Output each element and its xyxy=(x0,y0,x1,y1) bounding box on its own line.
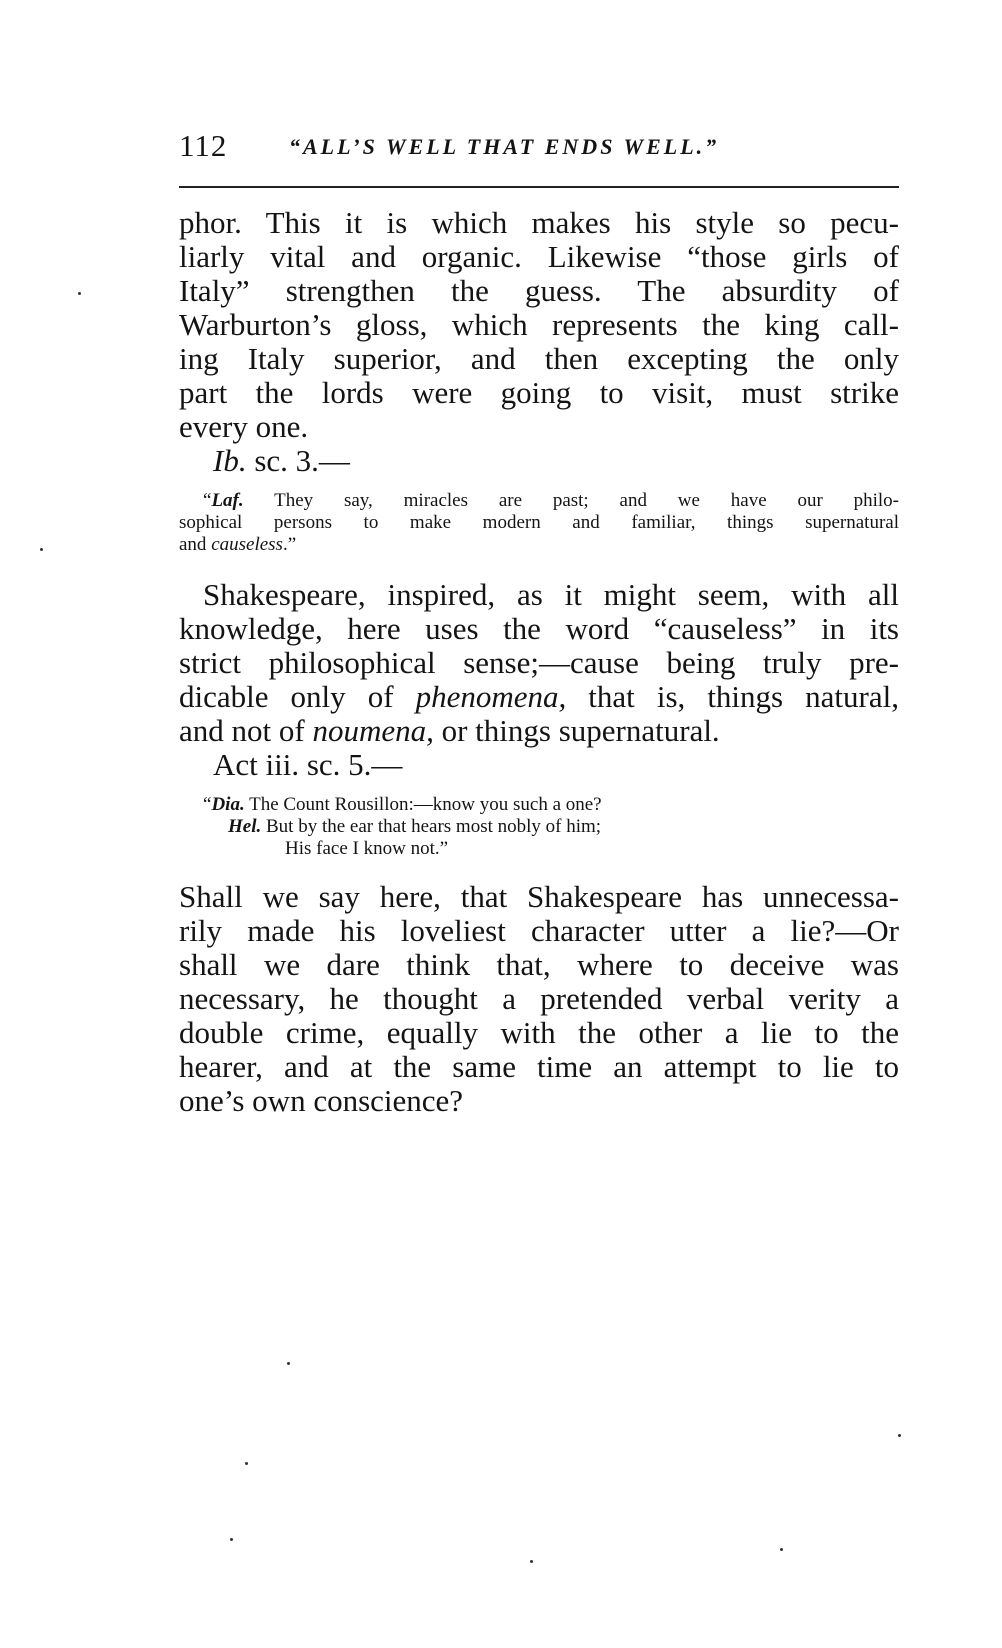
paragraph-text: that is, things natural, xyxy=(566,679,899,714)
quote-1-line xyxy=(203,490,899,512)
quote-text: .” xyxy=(282,534,297,555)
paragraph-1-line: liarly vital and organic. Likewise “those girls of xyxy=(179,239,899,274)
scan-speck xyxy=(245,1462,248,1465)
act-scene-reference: Act iii. sc. 5.— xyxy=(213,747,403,782)
quote-1-line: sophical persons to make modern and familiar, things supernatural xyxy=(179,512,899,533)
quote-text: The Count Rousillon:—know you such a one? xyxy=(244,794,602,815)
scan-speck xyxy=(78,292,81,295)
paragraph-1-line: ing Italy superior, and then excepting the only xyxy=(179,341,899,376)
quote-2-line xyxy=(228,816,899,838)
paragraph-3-line: double crime, equally with the other a lie to the xyxy=(179,1015,899,1050)
quote-emphasis: causeless xyxy=(211,534,283,555)
paragraph-2-line xyxy=(179,714,899,748)
paragraph-2-line: Shakespeare, inspired, as it might seem, with all xyxy=(203,577,899,612)
paragraph-1-line: phor. This it is which makes his style so pecu- xyxy=(179,205,899,240)
speaker-dia: Dia. xyxy=(211,794,245,815)
open-quote: “ xyxy=(203,794,212,815)
paragraph-2-line: strict philosophical sense;—cause being truly pre- xyxy=(179,645,899,680)
header-rule xyxy=(179,186,899,188)
paragraph-text: dicable only of xyxy=(179,679,416,714)
paragraph-3-line: hearer, and at the same time an attempt to lie to xyxy=(179,1049,899,1084)
quote-text: But by the ear that hears most nobly of him; xyxy=(261,816,602,837)
paragraph-1-line: Warburton’s gloss, which represents the king call- xyxy=(179,307,899,342)
scan-speck xyxy=(780,1548,783,1551)
paragraph-emphasis: noumena, xyxy=(312,713,434,748)
quote-1-line xyxy=(179,534,899,556)
scan-speck xyxy=(287,1362,290,1365)
speaker-laf: Laf. xyxy=(211,490,244,511)
paragraph-2-line: knowledge, here uses the word “causeless” in its xyxy=(179,611,899,646)
paragraph-1-line: part the lords were going to visit, must strike xyxy=(179,375,899,410)
page-header xyxy=(179,128,899,168)
scan-speck xyxy=(530,1560,533,1563)
scan-speck xyxy=(40,548,43,551)
paragraph-1-line: every one. xyxy=(179,409,309,444)
reference-scene: sc. 3.— xyxy=(246,443,350,478)
scan-speck xyxy=(230,1538,233,1541)
paragraph-3-line: Shall we say here, that Shakespeare has unnecessa- xyxy=(179,879,899,914)
paragraph-3-line: shall we dare think that, where to deceive was xyxy=(179,947,899,982)
open-quote: “ xyxy=(203,490,212,511)
paragraph-2-line xyxy=(179,680,899,714)
reference-ibid: Ib. xyxy=(213,443,247,478)
quote-2-line: His face I know not.” xyxy=(285,838,449,859)
speaker-hel: Hel. xyxy=(228,816,262,837)
quote-2-line xyxy=(203,794,899,816)
paragraph-1-line: Italy” strengthen the guess. The absurdity of xyxy=(179,273,899,308)
quote-text: They say, miracles are past; and we have our philo- xyxy=(243,490,899,511)
running-title: “ALL’S WELL THAT ENDS WELL.” xyxy=(289,134,720,159)
paragraph-3-line: one’s own conscience? xyxy=(179,1083,464,1118)
scan-speck xyxy=(898,1434,901,1437)
page-number: 112 xyxy=(179,128,228,163)
paragraph-text: and not of xyxy=(179,713,313,748)
paragraph-3-line: rily made his loveliest character utter a lie?—Or xyxy=(179,913,899,948)
quote-text: and xyxy=(179,534,212,555)
paragraph-text: or things supernatural. xyxy=(433,713,720,748)
paragraph-emphasis: phenomena, xyxy=(415,679,567,714)
scene-reference xyxy=(213,444,350,478)
paragraph-3-line: necessary, he thought a pretended verbal verity a xyxy=(179,981,899,1016)
